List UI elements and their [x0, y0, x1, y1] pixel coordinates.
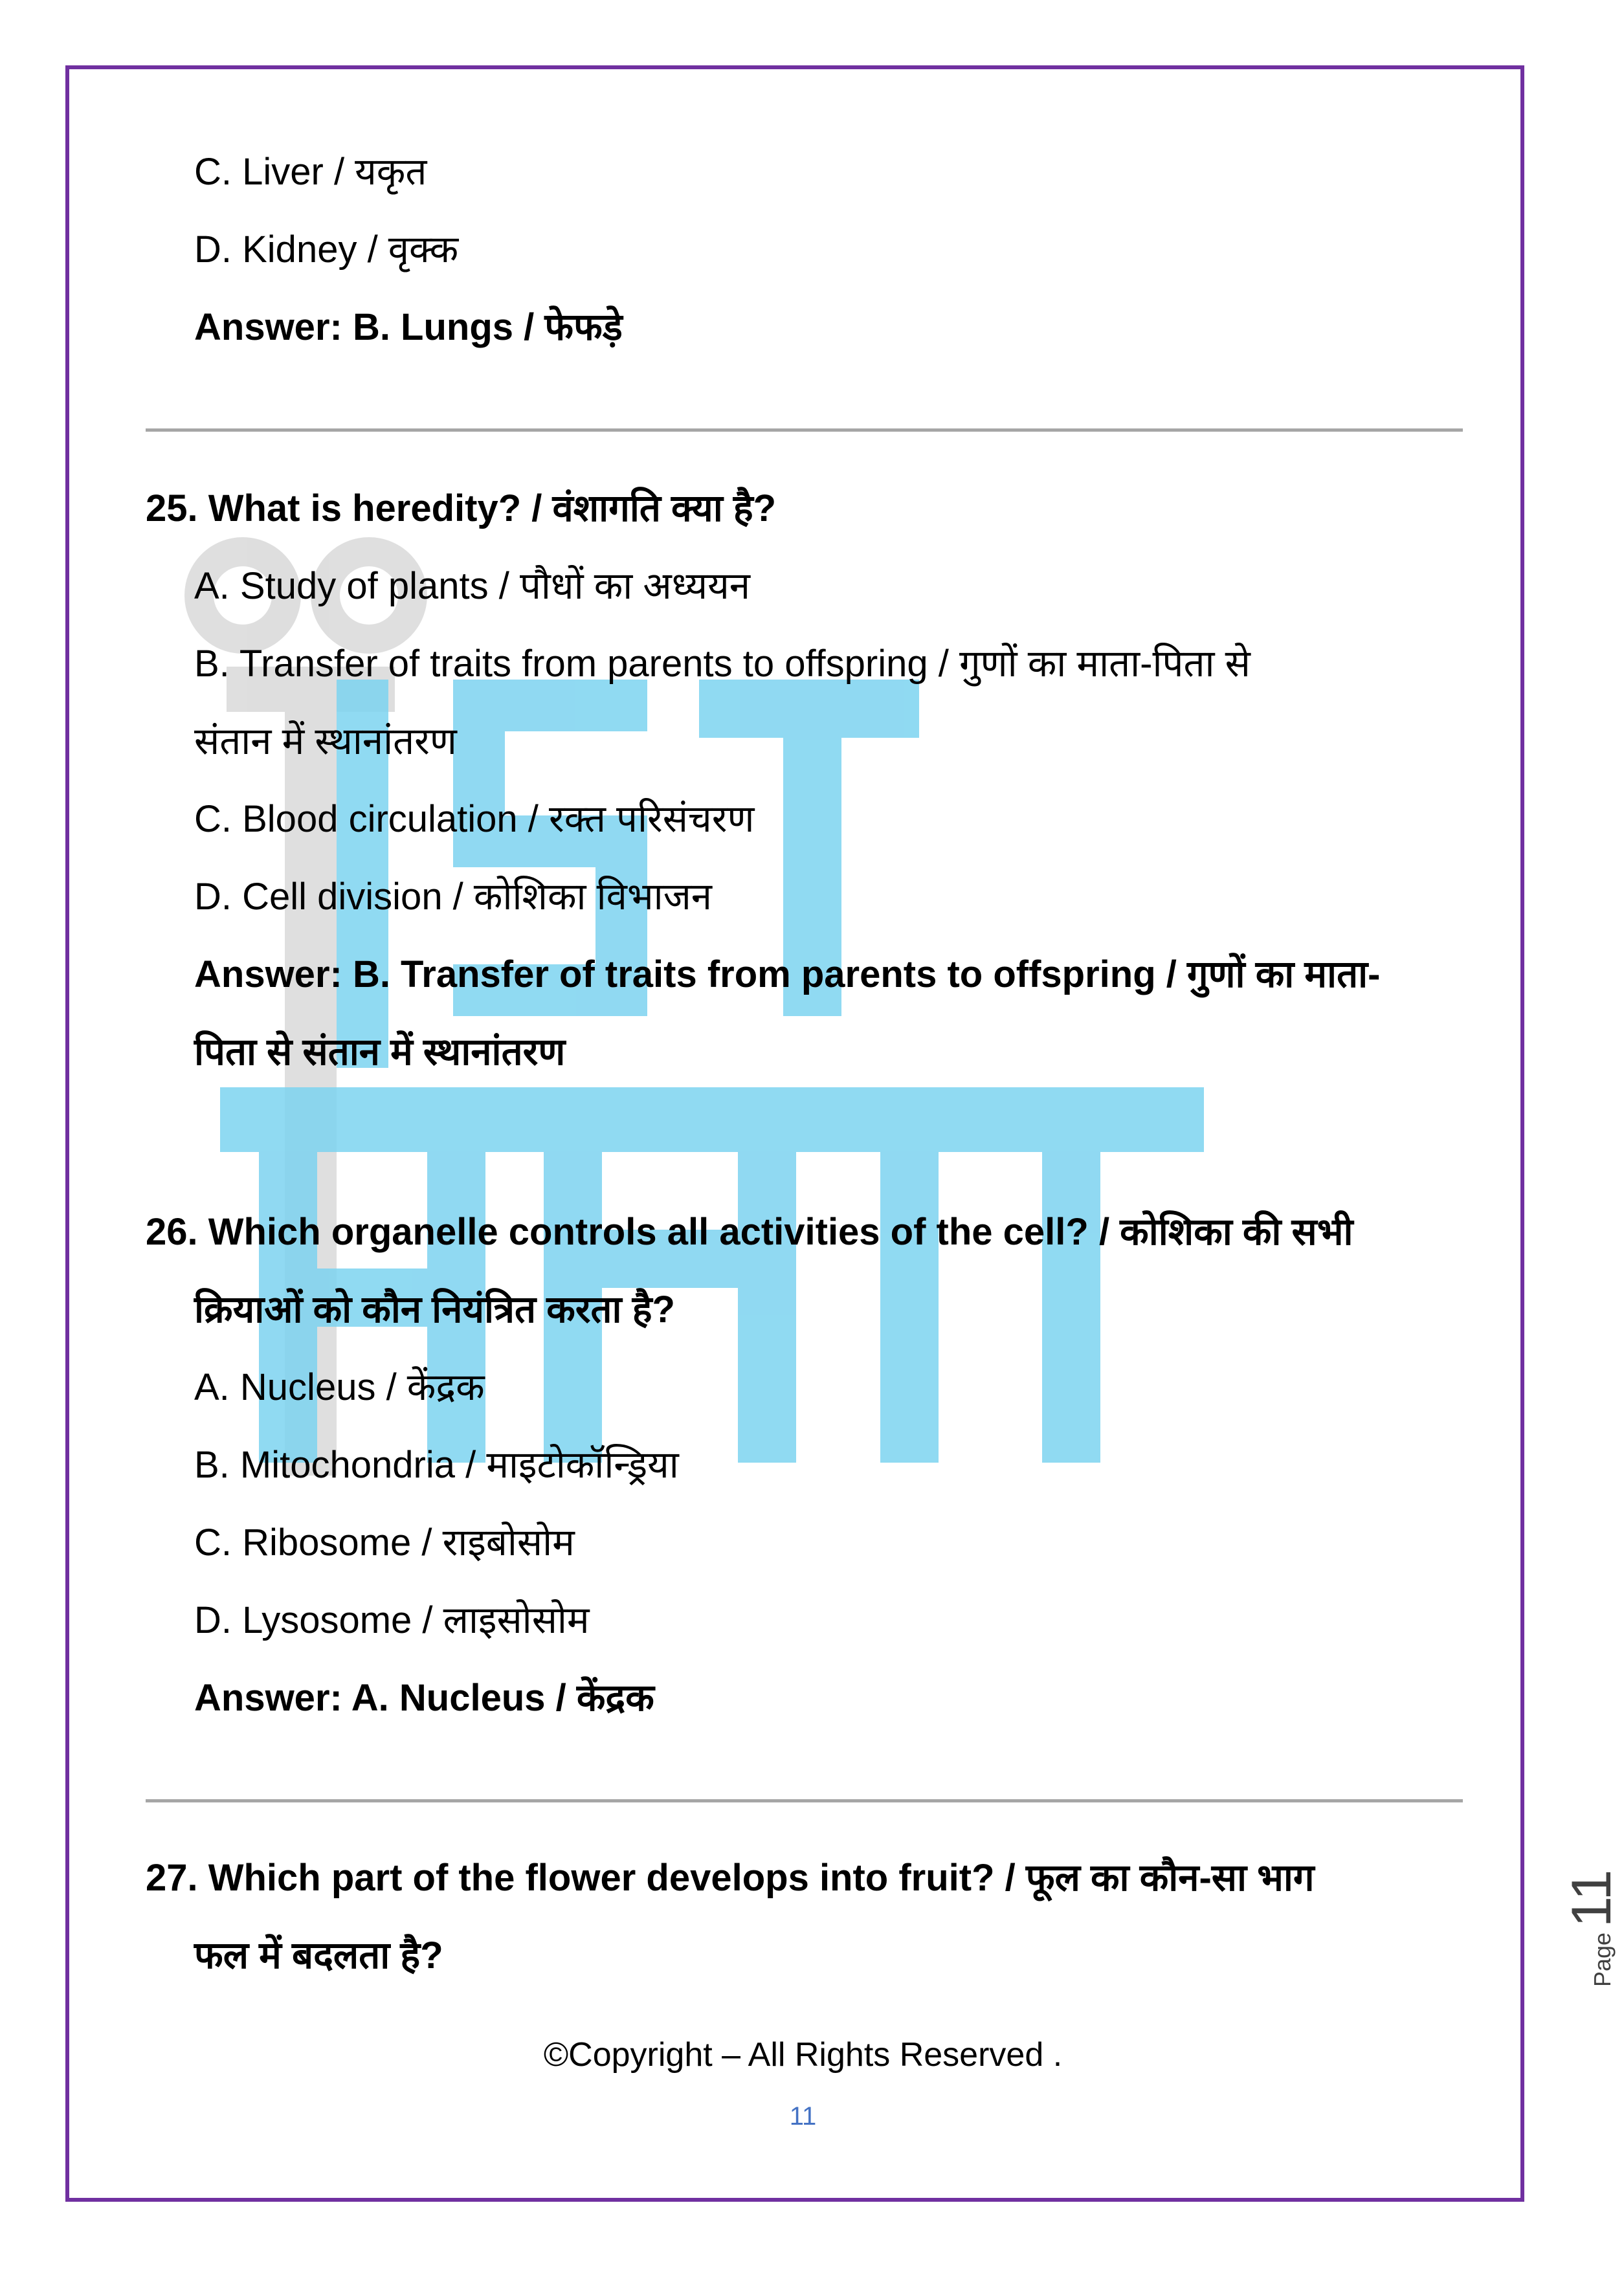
option-d-26: D. Lysosome / लाइसोसोम [194, 1599, 590, 1641]
divider [146, 428, 1463, 432]
option-a-26: A. Nucleus / केंद्रक [194, 1366, 485, 1408]
option-b-26: B. Mitochondria / माइटोकॉन्ड्रिया [194, 1444, 679, 1486]
question-27: 27. Which part of the flower develops into fruit? / फूल का कौन-सा भाग [146, 1857, 1315, 1899]
side-page-label: Page [1589, 1932, 1616, 1987]
option-d-kidney: D. Kidney / वृक्क [194, 228, 459, 271]
option-a-25: A. Study of plants / पौधों का अध्ययन [194, 565, 750, 607]
option-b-25-continued: संतान में स्थानांतरण [194, 720, 457, 762]
option-c-25: C. Blood circulation / रक्त परिसंचरण [194, 798, 755, 840]
side-page-number: 11 [1561, 1869, 1623, 1927]
option-d-25: D. Cell division / कोशिका विभाजन [194, 876, 712, 918]
answer-26: Answer: A. Nucleus / केंद्रक [194, 1677, 654, 1719]
answer-25-continued: पिता से संतान में स्थानांतरण [194, 1031, 566, 1073]
copyright-notice: ©Copyright – All Rights Reserved . [543, 2036, 1063, 2074]
question-25: 25. What is heredity? / वंशागति क्या है? [146, 487, 777, 529]
answer-25: Answer: B. Transfer of traits from parents to offspring / गुणों का माता- [194, 953, 1381, 995]
option-c-26: C. Ribosome / राइबोसोम [194, 1522, 575, 1564]
divider [146, 1799, 1463, 1802]
answer-24: Answer: B. Lungs / फेफड़े [194, 306, 623, 348]
question-26: 26. Which organelle controls all activities of the cell? / कोशिका की सभी [146, 1211, 1353, 1253]
option-c-liver: C. Liver / यकृत [194, 151, 427, 193]
footer-page-number: 11 [789, 2102, 817, 2131]
question-26-continued: क्रियाओं को कौन नियंत्रित करता है? [194, 1289, 675, 1331]
question-27-continued: फल में बदलता है? [194, 1934, 443, 1977]
side-page-marker [1534, 1857, 1623, 1987]
option-b-25: B. Transfer of traits from parents to offspring / गुणों का माता-पिता से [194, 643, 1251, 685]
